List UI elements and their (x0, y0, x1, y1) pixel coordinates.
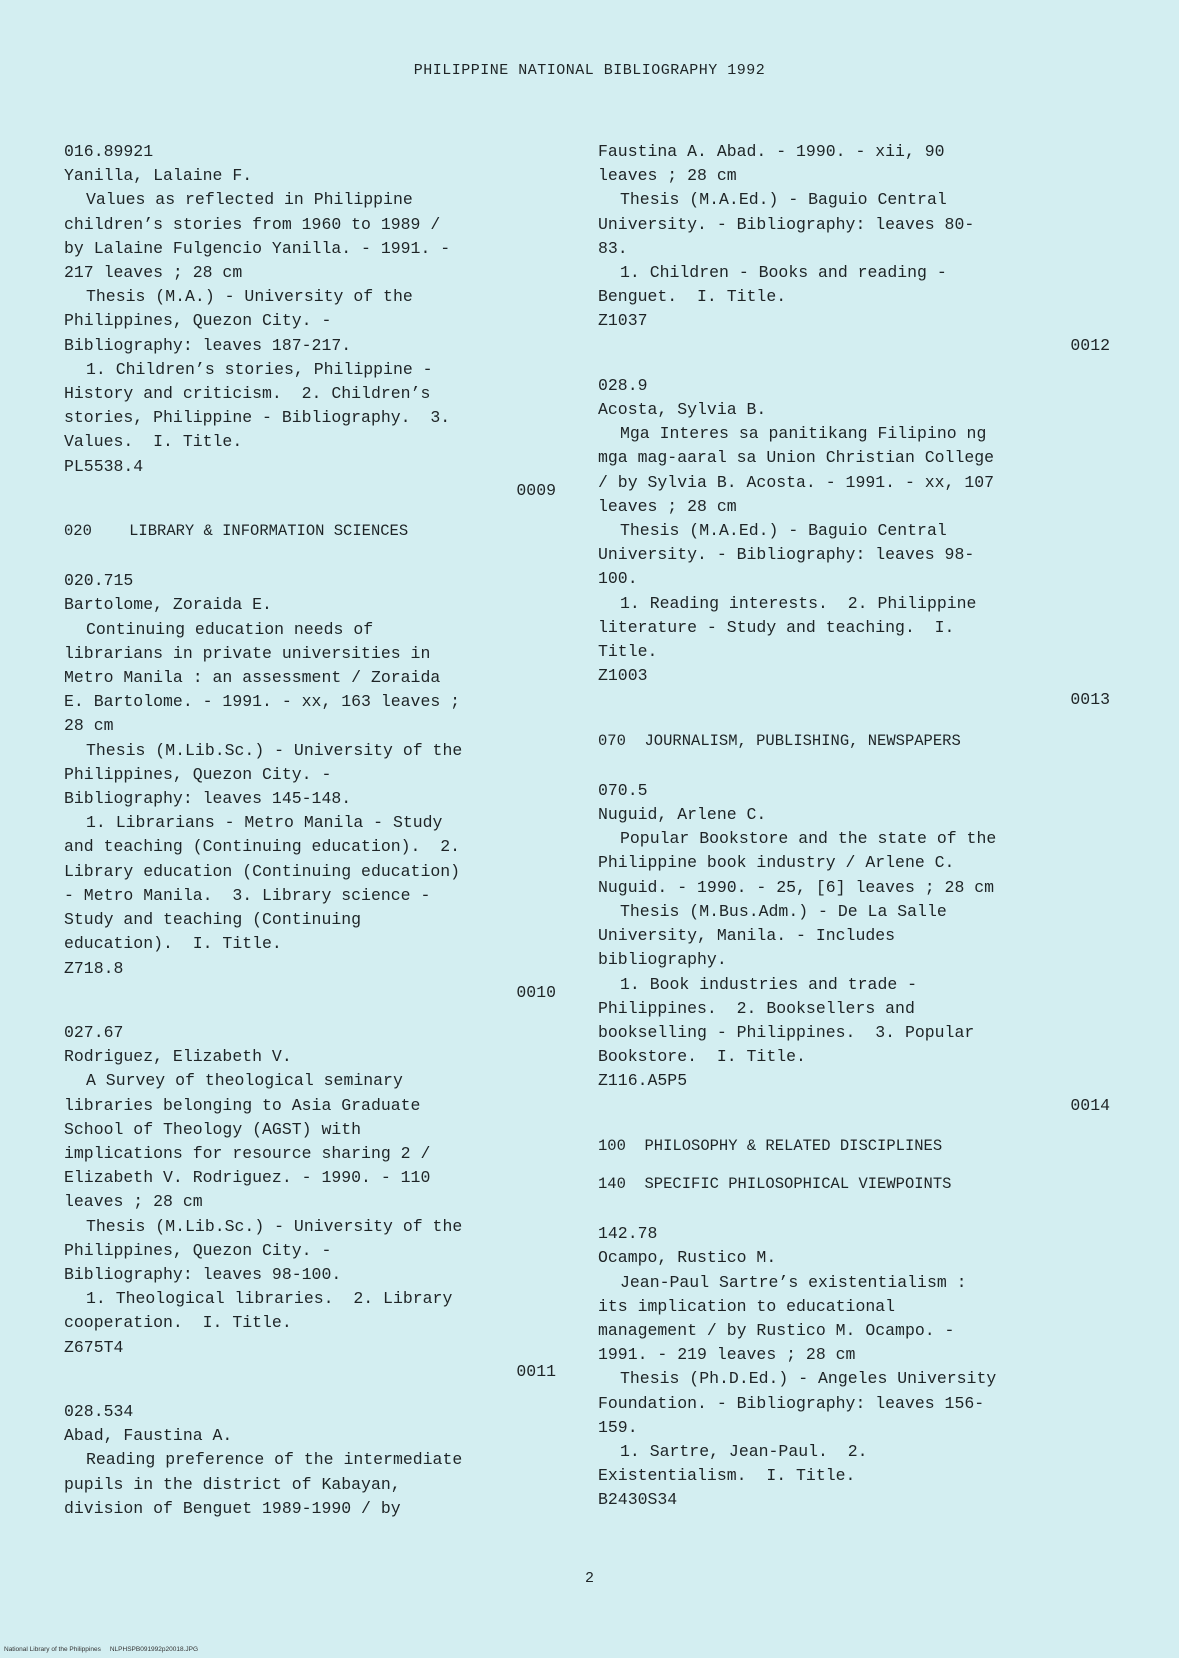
subject-line: - Metro Manila. 3. Library science - (64, 885, 431, 905)
page-number: 2 (584, 1570, 594, 1587)
subject-line: 1. Children - Books and reading - (620, 263, 947, 283)
class-number: 142.78 (598, 1224, 658, 1244)
title-line: Jean-Paul Sartre’s existentialism : (620, 1272, 967, 1292)
note-line: 100. (598, 569, 638, 589)
subject-line: literature - Study and teaching. I. (598, 617, 955, 637)
title-line: leaves ; 28 cm (598, 166, 737, 186)
subject-line: Benguet. I. Title. (598, 287, 787, 307)
note-line: 159. (598, 1417, 638, 1437)
subject-line: bookselling - Philippines. 3. Popular (598, 1022, 975, 1042)
record-number: 0011 (516, 1361, 556, 1381)
note-line: Philippines, Quezon City. - (64, 764, 332, 784)
class-number: 070.5 (598, 780, 648, 800)
subject-line: Existentialism. I. Title. (598, 1466, 856, 1486)
note-line: 83. (598, 238, 628, 258)
right-column (598, 140, 1110, 1529)
section-heading-140: 140 SPECIFIC PHILOSOPHICAL VIEWPOINTS (598, 1174, 952, 1193)
note-line: University. - Bibliography: leaves 80- (598, 214, 975, 234)
record-number: 0009 (516, 480, 556, 500)
entry-0012-start (64, 1400, 556, 1521)
subject-line: Philippines. 2. Booksellers and (598, 998, 915, 1018)
subject-line: Bookstore. I. Title. (598, 1047, 806, 1067)
note-line: Thesis (M.Lib.Sc.) - University of the (86, 1216, 463, 1236)
subject-line: Library education (Continuing education) (64, 861, 461, 881)
entry-0011 (64, 1021, 556, 1384)
class-number: 028.9 (598, 375, 648, 395)
subject-line: History and criticism. 2. Children’s (64, 384, 431, 404)
title-line: Elizabeth V. Rodriguez. - 1990. - 110 (64, 1168, 431, 1188)
subject-line: education). I. Title. (64, 934, 282, 954)
record-number: 0010 (516, 982, 556, 1002)
title-line: 1991. - 219 leaves ; 28 cm (598, 1345, 856, 1365)
note-line: Philippines, Quezon City. - (64, 311, 332, 331)
title-line: / by Sylvia B. Acosta. - 1991. - xx, 107 (598, 472, 995, 492)
title-line: 28 cm (64, 716, 114, 736)
author: Acosta, Sylvia B. (598, 400, 767, 420)
title-line: its implication to educational (598, 1296, 896, 1316)
call-number: Z1003 (598, 666, 648, 686)
title-line: by Lalaine Fulgencio Yanilla. - 1991. - (64, 238, 451, 258)
title-line: E. Bartolome. - 1991. - xx, 163 leaves ; (64, 692, 461, 712)
subject-line: Title. (598, 642, 658, 662)
note-line: Thesis (M.A.Ed.) - Baguio Central (620, 521, 947, 541)
author: Ocampo, Rustico M. (598, 1248, 777, 1268)
scan-footer: National Library of the Philippines NLPHSPB091992p20018.JPG (4, 1646, 199, 1653)
subject-line: cooperation. I. Title. (64, 1313, 292, 1333)
title-line: management / by Rustico M. Ocampo. - (598, 1320, 955, 1340)
title-line: leaves ; 28 cm (64, 1192, 203, 1212)
title-line: Mga Interes sa panitikang Filipino ng (620, 424, 987, 444)
title-line: pupils in the district of Kabayan, (64, 1474, 401, 1494)
note-line: Bibliography: leaves 145-148. (64, 789, 352, 809)
note-line: bibliography. (598, 950, 727, 970)
author: Rodriguez, Elizabeth V. (64, 1047, 292, 1067)
call-number: B2430S34 (598, 1490, 678, 1510)
entry-0013 (598, 374, 1110, 713)
record-number: 0012 (1070, 335, 1110, 355)
subject-line: 1. Librarians - Metro Manila - Study (86, 813, 443, 833)
title-line: School of Theology (AGST) with (64, 1119, 362, 1139)
subject-line: stories, Philippine - Bibliography. 3. (64, 408, 451, 428)
author: Abad, Faustina A. (64, 1426, 233, 1446)
class-number: 027.67 (64, 1022, 124, 1042)
note-line: University. - Bibliography: leaves 98- (598, 545, 975, 565)
title-line: children’s stories from 1960 to 1989 / (64, 214, 441, 234)
note-line: University, Manila. - Includes (598, 926, 896, 946)
section-heading-020: 020 LIBRARY & INFORMATION SCIENCES (64, 522, 409, 541)
subject-line: Study and teaching (Continuing (64, 910, 362, 930)
call-number: Z675T4 (64, 1337, 124, 1357)
note-line: Bibliography: leaves 187-217. (64, 335, 352, 355)
entry-0010 (64, 569, 556, 1005)
title-line: Continuing education needs of (86, 619, 374, 639)
page-title: PHILIPPINE NATIONAL BIBLIOGRAPHY 1992 (413, 62, 766, 79)
subject-line: and teaching (Continuing education). 2. (64, 837, 461, 857)
entry-0009 (64, 140, 556, 503)
author: Nuguid, Arlene C. (598, 805, 767, 825)
title-line: Nuguid. - 1990. - 25, [6] leaves ; 28 cm (598, 877, 995, 897)
subject-line: 1. Children’s stories, Philippine - (86, 359, 433, 379)
class-number: 016.89921 (64, 142, 154, 161)
entry-0015 (598, 1222, 1110, 1512)
note-line: Thesis (M.Bus.Adm.) - De La Salle (620, 901, 947, 921)
subject-line: 1. Sartre, Jean-Paul. 2. (620, 1441, 868, 1461)
note-line: Bibliography: leaves 98-100. (64, 1264, 342, 1284)
subject-line: 1. Book industries and trade - (620, 974, 918, 994)
title-line: division of Benguet 1989-1990 / by (64, 1498, 401, 1518)
note-line: Thesis (M.Lib.Sc.) - University of the (86, 740, 463, 760)
title-line: Philippine book industry / Arlene C. (598, 853, 955, 873)
note-line: Thesis (M.A.Ed.) - Baguio Central (620, 190, 947, 210)
class-number: 020.715 (64, 571, 134, 591)
subject-line: 1. Reading interests. 2. Philippine (620, 593, 977, 613)
title-line: mga mag-aaral sa Union Christian College (598, 448, 995, 468)
title-line: librarians in private universities in (64, 643, 431, 663)
note-line: Thesis (M.A.) - University of the (86, 287, 413, 307)
call-number: Z718.8 (64, 958, 124, 978)
note-line: Foundation. - Bibliography: leaves 156- (598, 1393, 985, 1413)
title-line: Popular Bookstore and the state of the (620, 829, 997, 849)
call-number: Z1037 (598, 311, 648, 331)
title-line: Faustina A. Abad. - 1990. - xii, 90 (598, 142, 945, 161)
title-line: implications for resource sharing 2 / (64, 1143, 431, 1163)
record-number: 0013 (1070, 690, 1110, 710)
title-line: 217 leaves ; 28 cm (64, 263, 243, 283)
note-line: Philippines, Quezon City. - (64, 1240, 332, 1260)
subject-line: Values. I. Title. (64, 432, 243, 452)
section-heading-070: 070 JOURNALISM, PUBLISHING, NEWSPAPERS (598, 731, 961, 750)
title-line: libraries belonging to Asia Graduate (64, 1095, 421, 1115)
record-number: 0014 (1070, 1095, 1110, 1115)
title-line: A Survey of theological seminary (86, 1071, 403, 1091)
entry-0014 (598, 779, 1110, 1118)
title-line: Metro Manila : an assessment / Zoraida (64, 668, 441, 688)
section-heading-100: 100 PHILOSOPHY & RELATED DISCIPLINES (598, 1136, 943, 1155)
left-column (64, 140, 556, 1537)
call-number: PL5538.4 (64, 456, 144, 476)
title-line: Reading preference of the intermediate (86, 1450, 463, 1470)
note-line: Thesis (Ph.D.Ed.) - Angeles University (620, 1369, 997, 1389)
call-number: Z116.A5P5 (598, 1071, 688, 1091)
author: Yanilla, Lalaine F. (64, 166, 253, 186)
class-number: 028.534 (64, 1401, 134, 1421)
subject-line: 1. Theological libraries. 2. Library (86, 1289, 453, 1309)
entry-0012-continued (598, 140, 1110, 358)
author: Bartolome, Zoraida E. (64, 595, 272, 615)
title-line: leaves ; 28 cm (598, 496, 737, 516)
title-line: Values as reflected in Philippine (86, 190, 413, 210)
